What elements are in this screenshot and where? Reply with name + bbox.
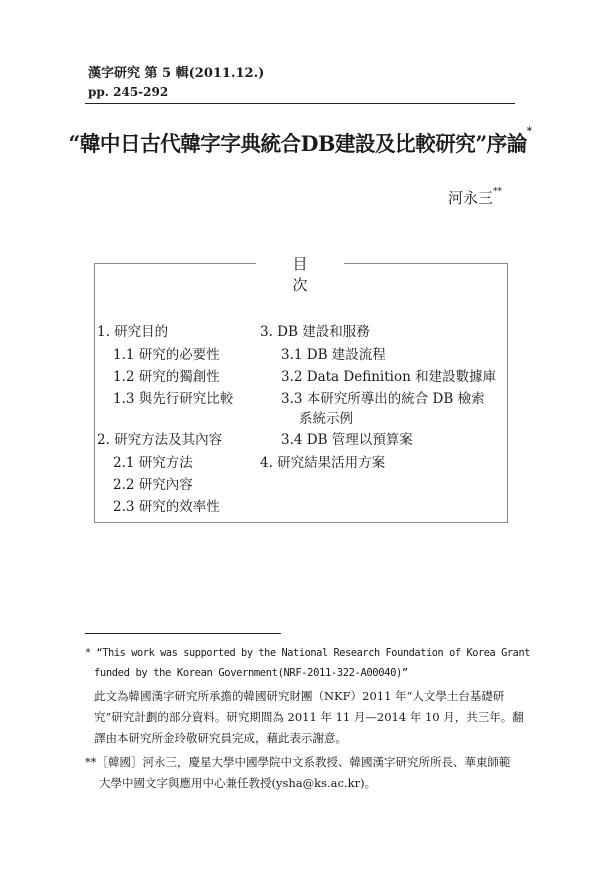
footnote-line: 大學中國文字與應用中心兼任教授(ysha@ks.ac.kr)。	[99, 776, 377, 790]
toc-item: 1. 研究目的	[97, 324, 169, 340]
toc-item: 3.1 DB 建設流程	[281, 347, 386, 363]
footnote-line: **［韓國］河永三，慶星大學中國學院中文系教授、韓國漢字研究所所長、華東師範	[85, 755, 511, 769]
paper-title-text: “韓中日古代韓字字典統合DB建設及比較研究”序論	[68, 131, 527, 156]
footnote-line: 究”研究計劃的部分資料。研究期間為 2011 年 11 月—2014 年 10 月，共三年。翻	[94, 710, 524, 724]
paper-title	[65, 128, 535, 158]
footnote-line: 譯由本研究所金玲敬研究員完成，藉此表示謝意。	[94, 731, 347, 745]
toc-item: 1.1 研究的必要性	[113, 347, 220, 363]
footnote-line: funded by the Korean Government(NRF-2011-322-A00040)”	[94, 667, 408, 679]
author-footnote-mark: **	[493, 187, 502, 197]
toc-item: 1.3 與先行研究比較	[113, 391, 234, 407]
toc-item: 4. 研究結果活用方案	[260, 455, 386, 471]
footnote-line: * “This work was supported by the National Research Foundation of Korea Grant	[85, 647, 531, 659]
toc-border-left	[94, 263, 256, 264]
header-rule	[85, 103, 515, 104]
author	[448, 187, 502, 208]
toc-item: 系統示例	[299, 411, 353, 427]
journal-info: 漢字研究 第 5 輯(2011.12.)	[88, 66, 265, 81]
toc-item: 1.2 研究的獨創性	[113, 369, 220, 385]
toc-item: 3.2 Data Definition 和建設數據庫	[281, 369, 497, 385]
toc-heading: 目 次	[292, 255, 326, 294]
toc-item: 2.1 研究方法	[113, 455, 193, 471]
toc-border-right	[344, 263, 508, 264]
author-name: 河永三	[447, 189, 493, 207]
toc-item: 3.3 本研究所導出的統合 DB 檢索	[281, 391, 485, 407]
page-range: pp. 245-292	[88, 85, 169, 99]
toc-item: 2.2 研究內容	[113, 477, 193, 493]
title-footnote-mark: *	[526, 126, 532, 137]
toc-item: 3. DB 建設和服務	[260, 324, 370, 340]
toc-item: 3.4 DB 管理以預算案	[281, 432, 413, 448]
toc-item: 2. 研究方法及其內容	[97, 432, 223, 448]
toc-item: 2.3 研究的效率性	[113, 499, 220, 515]
footnote-line: 此文為韓國漢字研究所承擔的韓國研究財團（NKF）2011 年“人文學土台基礎研	[94, 689, 505, 703]
footnote-rule	[85, 633, 281, 634]
